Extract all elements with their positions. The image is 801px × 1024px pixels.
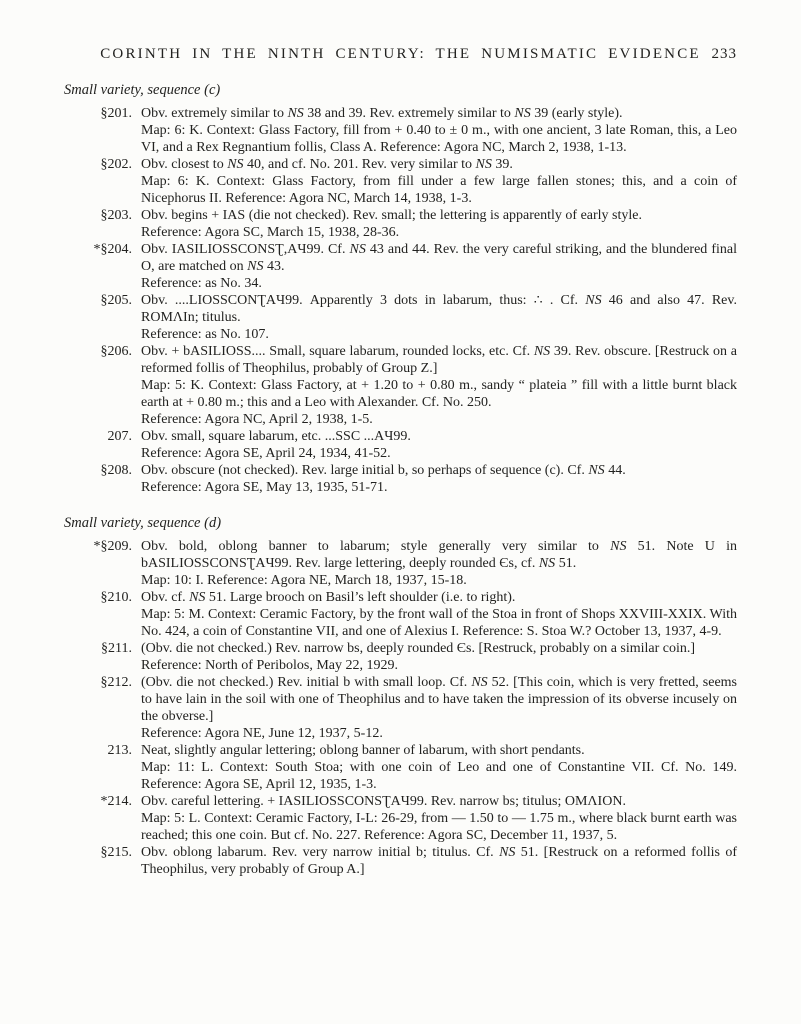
catalog-entry	[64, 105, 737, 156]
catalog-entry	[64, 241, 737, 292]
entry-body	[141, 793, 737, 844]
catalog-entry	[64, 589, 737, 640]
running-head	[64, 46, 737, 63]
entry-body	[141, 640, 737, 674]
entry-paragraph: Reference: Agora SE, April 24, 1934, 41-52.	[141, 446, 391, 461]
entry-body	[141, 292, 737, 343]
entry-body	[141, 538, 737, 589]
entry-paragraph: Map: 6: K. Context: Glass Factory, fill from + 0.40 to ± 0 m., with one ancient, 3 late Roman, this, a Leo VI, and a Rex Regnantium follis, Class A. Reference: Agora NC, March 2, 1938, 1-13.	[141, 123, 737, 155]
entry-number: §206.	[100, 344, 132, 359]
entry-paragraph: Obv. closest to NS 40, and cf. No. 201. Rev. very similar to NS 39.	[141, 157, 513, 172]
entry-paragraph: Reference: Agora SC, March 15, 1938, 28-36.	[141, 225, 400, 240]
entry-body	[141, 428, 737, 462]
entry-paragraph: Map: 6: K. Context: Glass Factory, from fill under a few large fallen stones; this, and a coin of Nicephorus II. Reference: Agora NC, March 14, 1938, 1-3.	[141, 174, 737, 206]
catalog-entry	[64, 292, 737, 343]
entry-body	[141, 241, 737, 292]
entry-number: §211.	[101, 641, 132, 656]
entry-number: §215.	[100, 845, 132, 860]
entry-number: §203.	[100, 208, 132, 223]
section	[64, 82, 737, 496]
entry-body	[141, 156, 737, 207]
entry-number: *§204.	[93, 242, 132, 257]
catalog-entry	[64, 462, 737, 496]
entry-paragraph: Obv. IASILIOSSCONSƮ,AЧ99. Cf. NS 43 and 44. Rev. the very careful striking, and the blundered final O, are matched on NS 43.	[141, 242, 737, 274]
catalog-entry	[64, 844, 737, 878]
entry-body	[141, 207, 737, 241]
entry-paragraph: (Obv. die not checked.) Rev. initial b with small loop. Cf. NS 52. [This coin, which is very fretted, seems to have lain in the soil with one of Theophilus and to have taken the impression of its obverse incusely on the obverse.]	[141, 675, 737, 724]
entry-paragraph: Reference: as No. 107.	[141, 327, 269, 342]
entry-body	[141, 105, 737, 156]
catalog-entry	[64, 640, 737, 674]
entry-body	[141, 462, 737, 496]
entry-paragraph: Obv. obscure (not checked). Rev. large initial b, so perhaps of sequence (c). Cf. NS 44.	[141, 463, 626, 478]
entry-body	[141, 674, 737, 742]
entry-paragraph: Obv. cf. NS 51. Large brooch on Basil’s left shoulder (i.e. to right).	[141, 590, 516, 605]
entry-body	[141, 742, 737, 793]
entry-paragraph: Reference: Agora NE, June 12, 1937, 5-12.	[141, 726, 383, 741]
entry-number: *214.	[100, 794, 132, 809]
entry-number: §202.	[100, 157, 132, 172]
entry-paragraph: Obv. + bASILIOSS.... Small, square labarum, rounded locks, etc. Cf. NS 39. Rev. obscure. [Restruck on a reformed follis of Theophilus, probably of Group Z.]	[141, 344, 737, 376]
section	[64, 515, 737, 878]
running-head-title: CORINTH IN THE NINTH CENTURY: THE NUMISMATIC EVIDENCE	[100, 46, 701, 62]
entry-paragraph: Reference: as No. 34.	[141, 276, 262, 291]
catalog-entry	[64, 538, 737, 589]
entry-body	[141, 844, 737, 878]
entry-paragraph: Reference: North of Peribolos, May 22, 1929.	[141, 658, 398, 673]
catalog-entry	[64, 674, 737, 742]
entry-number: §208.	[100, 463, 132, 478]
entry-paragraph: Obv. bold, oblong banner to labarum; style generally very similar to NS 51. Note U in bASILIOSSCONSƮAЧ99. Rev. large lettering, deeply rounded Єs, cf. NS 51.	[141, 539, 737, 571]
entry-paragraph: Obv. ....LIOSSCONƮAЧ99. Apparently 3 dots in labarum, thus: ∴ . Cf. NS 46 and also 47. Rev. ROMΛIn; titulus.	[141, 293, 737, 325]
catalog-entry	[64, 742, 737, 793]
entry-paragraph: Map: 5: K. Context: Glass Factory, at + 1.20 to + 0.80 m., sandy “ plateia ” fill with a little burnt black earth at + 0.80 m.; this and a Leo with Alexander. Cf. No. 250.	[141, 378, 737, 410]
entry-paragraph: Obv. careful lettering. + IASILIOSSCONSƮAЧ99. Rev. narrow bs; titulus; OMΛION.	[141, 794, 626, 809]
entry-number: 213.	[107, 743, 132, 758]
entry-paragraph: Obv. extremely similar to NS 38 and 39. Rev. extremely similar to NS 39 (early style).	[141, 106, 623, 121]
entry-paragraph: (Obv. die not checked.) Rev. narrow bs, deeply rounded Єs. [Restruck, probably on a similar coin.]	[141, 641, 696, 656]
entry-number: §205.	[100, 293, 132, 308]
entry-list	[64, 538, 737, 878]
entry-number: 207.	[107, 429, 132, 444]
entry-paragraph: Map: 5: M. Context: Ceramic Factory, by the front wall of the Stoa in front of Shops XXVIII-XXIX. With No. 424, a coin of Constantine VII, and one of Alexius I. Reference: S. Stoa W.? October 13, 1937, 4-9.	[141, 607, 737, 639]
section-heading: Small variety, sequence (d)	[64, 515, 222, 531]
entry-paragraph: Obv. oblong labarum. Rev. very narrow initial b; titulus. Cf. NS 51. [Restruck on a reformed follis of Theophilus, very probably of Group A.]	[141, 845, 738, 877]
entry-paragraph: Reference: Agora NC, April 2, 1938, 1-5.	[141, 412, 373, 427]
entry-paragraph: Reference: Agora SE, May 13, 1935, 51-71.	[141, 480, 388, 495]
entry-paragraph: Obv. small, square labarum, etc. ...SSC ...AЧ99.	[141, 429, 411, 444]
sections	[64, 82, 737, 878]
entry-paragraph: Map: 5: L. Context: Ceramic Factory, I-L: 26-29, from — 1.50 to — 1.75 m., where black burnt earth was reached; this one coin. But cf. No. 227. Reference: Agora SC, December 11, 1937, 5.	[141, 811, 737, 843]
entry-list	[64, 105, 737, 496]
entry-paragraph: Obv. begins + IAS (die not checked). Rev. small; the lettering is apparently of early style.	[141, 208, 642, 223]
entry-number: §201.	[100, 106, 132, 121]
entry-paragraph: Neat, slightly angular lettering; oblong banner of labarum, with short pendants.	[141, 743, 585, 758]
catalog-entry	[64, 343, 737, 428]
catalog-entry	[64, 793, 737, 844]
entry-number: §212.	[100, 675, 132, 690]
catalog-entry	[64, 428, 737, 462]
entry-body	[141, 589, 737, 640]
entry-paragraph: Map: 10: I. Reference: Agora NE, March 18, 1937, 15-18.	[141, 573, 467, 588]
entry-paragraph: Map: 11: L. Context: South Stoa; with one coin of Leo and one of Constantine VII. Cf. No. 149. Reference: Agora SE, April 12, 1935, 1-3.	[141, 760, 737, 792]
entry-number: *§209.	[93, 539, 132, 554]
entry-number: §210.	[100, 590, 132, 605]
catalog-entry	[64, 207, 737, 241]
catalog-entry	[64, 156, 737, 207]
section-heading: Small variety, sequence (c)	[64, 82, 221, 98]
page-number: 233	[711, 46, 737, 62]
entry-body	[141, 343, 737, 428]
